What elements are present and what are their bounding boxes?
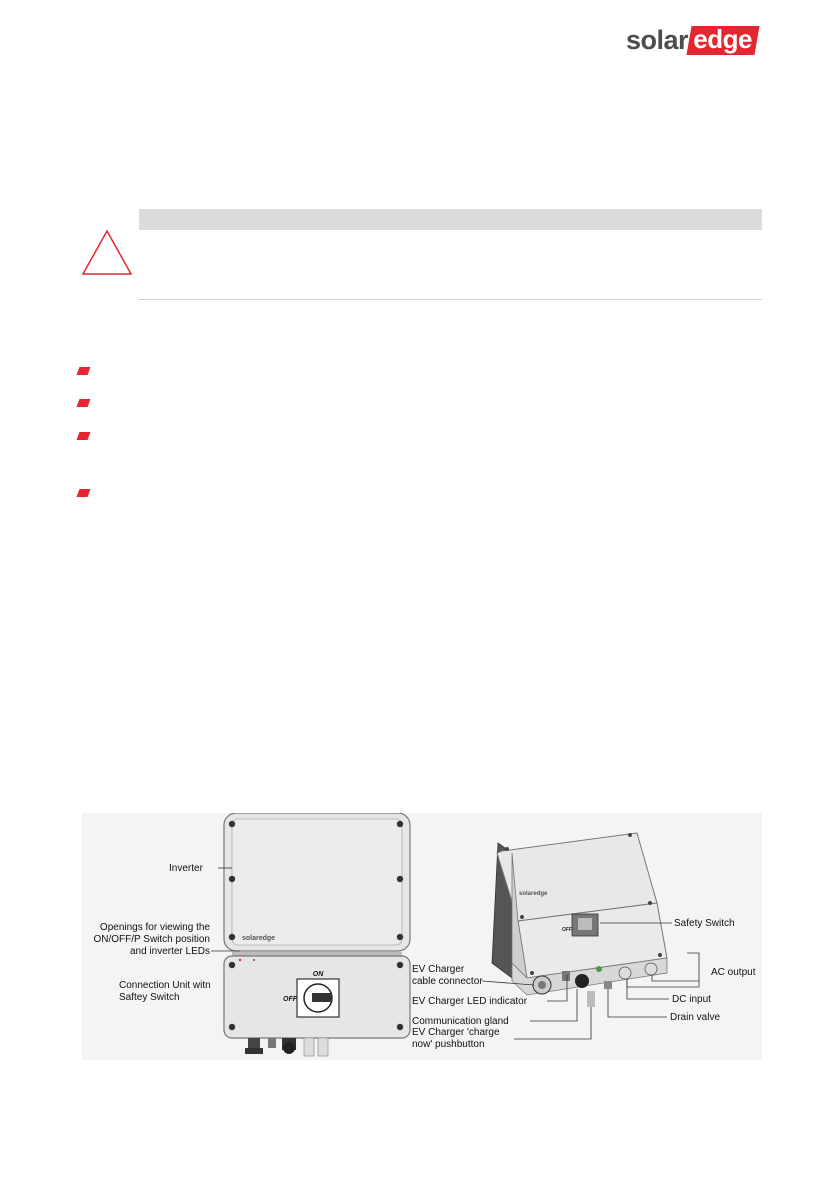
warning-header-bar	[139, 209, 762, 230]
label-ev-cable-2: cable connector	[412, 976, 483, 987]
side-off-mark: OFF	[562, 927, 572, 933]
inverter-front-view	[224, 813, 410, 1056]
side-brand-mark: solaredge	[519, 891, 548, 897]
label-connection-2: Saftey Switch	[119, 992, 180, 1003]
label-charge-now-1: EV Charger 'charge	[412, 1027, 500, 1038]
device-brand-mark: solaredge	[242, 935, 276, 942]
label-charge-now-2: now' pushbutton	[412, 1039, 485, 1050]
inverter-figure	[82, 813, 762, 1060]
label-ev-cable-1: EV Charger	[412, 964, 465, 975]
label-connection-1: Connection Unit witn	[119, 980, 211, 991]
warning-triangle-icon	[80, 228, 134, 278]
label-openings-3: and inverter LEDs	[129, 946, 210, 957]
switch-on-mark: ON	[312, 971, 324, 978]
logo-text-solar: solar	[626, 25, 689, 55]
label-inverter: Inverter	[169, 863, 203, 874]
red-bullet-icon	[77, 367, 91, 375]
label-drain-valve: Drain valve	[670, 1012, 721, 1023]
logo-edge-label: edge	[693, 23, 752, 54]
red-bullet-icon	[77, 399, 91, 407]
label-safety-switch: Safety Switch	[674, 918, 735, 929]
label-ac-output: AC output	[711, 967, 756, 978]
label-openings-1: Openings for viewing the	[99, 922, 210, 933]
red-bullet-icon	[77, 432, 91, 440]
label-openings-2: ON/OFF/P Switch position	[93, 934, 210, 945]
logo-text-edge	[686, 23, 759, 55]
label-comm-gland: Communication gland	[412, 1016, 509, 1027]
warning-bottom-rule	[139, 299, 762, 300]
switch-off-mark: OFF	[283, 996, 297, 1003]
label-dc-input: DC input	[672, 994, 711, 1005]
red-bullet-icon	[77, 489, 91, 497]
solaredge-logo	[626, 24, 757, 56]
label-ev-led: EV Charger LED indicator	[412, 996, 528, 1007]
